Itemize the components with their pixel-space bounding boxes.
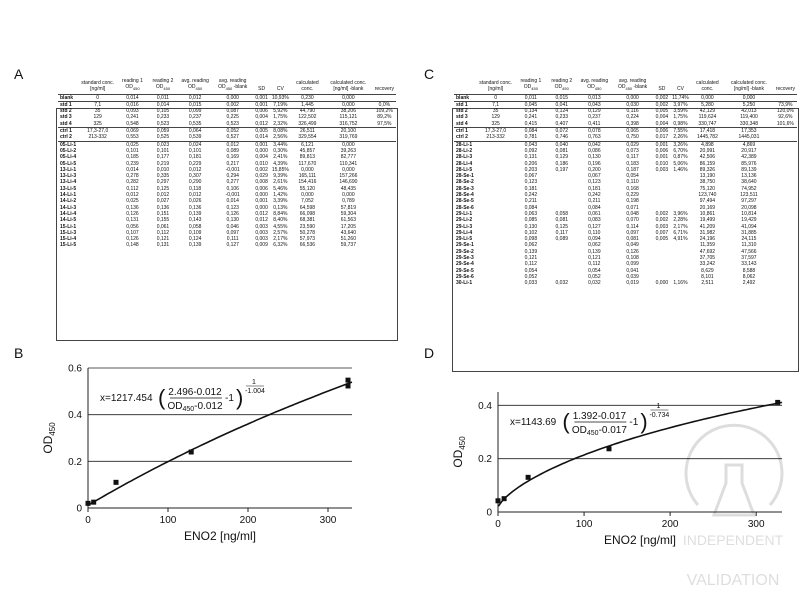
data-point: [346, 383, 351, 388]
y-tick-label: 0.2: [68, 456, 82, 468]
table-row: std 3 129 0,241 0,233 0,237 0,225 0,004 1,75% 122,502 115,121 89,2%: [60, 114, 392, 121]
table-row: std 4 325 0,415 0,407 0,411 0,398 0,004 0,98% 330,747 330,348 101,6%: [456, 120, 794, 127]
panel-label-d: D: [424, 345, 435, 361]
table-row: 13-Li-3 0,278 0,335 0,307 0,294 0,029 9,39% 165,111 157,266: [60, 173, 358, 180]
y-tick-label: 0.4: [478, 400, 492, 412]
table-row: 15-Li-5 0,148 0,131 0,139 0,127 0,009 6,32% 66,536 59,737: [60, 242, 356, 249]
equation-lhs: x=1217.454: [100, 393, 153, 404]
data-point: [502, 496, 507, 501]
table-row: std 2 35 0,134 0,124 0,129 0,116 0,005 3,59% 42,129 42,013 120,0%: [456, 108, 794, 115]
x-tick-label: 100: [159, 515, 177, 526]
column-header: reading 1 $OD_{450}$: [515, 78, 546, 94]
column-header: calculated conc.: [691, 78, 724, 94]
table-row: 28-Se-2 0,123 0,123 0,110 38,750 38,640: [456, 179, 757, 186]
y-tick-label: 0.4: [68, 410, 82, 422]
data-point: [607, 446, 612, 451]
equation-minus-one: -1: [225, 393, 234, 404]
table-a: [58, 78, 396, 249]
equation-denominator: $OD_{450}-0.017$: [571, 425, 627, 437]
table-c: [454, 78, 797, 287]
column-header: standard conc. [ng/ml]: [78, 78, 117, 94]
equation-denominator: $OD_{450}-0.012$: [167, 401, 223, 413]
table-row: 13-Li-5 0,112 0,125 0,118 0,106 0,006 5,46% 55,120 48,435: [60, 185, 356, 192]
table-row: blank 0 0,014 0,011 0,012 0,000 0,001 10,93% 0,230 0,000: [60, 94, 355, 101]
table-row: 29-Se-4 0,112 0,112 0,099 33,242 33,143: [456, 261, 757, 268]
data-point: [114, 480, 119, 485]
exponent-denominator: -1.004: [245, 388, 265, 395]
exponent-numerator: 1: [252, 379, 256, 386]
equation-minus-one: -1: [629, 417, 639, 428]
column-header: [454, 78, 476, 94]
table-row: 14-Li-4 0,126 0,151 0,139 0,126 0,012 8,84% 66,098 59,304: [60, 210, 356, 217]
table-row: 29-Se-2 0,139 0,139 0,126 47,692 47,566: [456, 248, 757, 255]
x-tick-label: 300: [747, 519, 765, 530]
table-row: std 1 7,1 0,016 0,014 0,015 0,002 0,001 7,19% 1,445 0,000 0,0%: [58, 101, 396, 108]
watermark-line2: VALIDATION: [686, 572, 780, 589]
table-row: 28-Li-1 0,043 0,040 0,042 0,029 0,001 3,26% 4,898 4,869: [454, 141, 797, 148]
table-row: 14-Li-5 0,131 0,155 0,143 0,130 0,012 8,40% 68,381 61,563: [60, 217, 356, 224]
equation-numerator: 2.496-0.012: [168, 387, 222, 398]
table-row: std 1 7,1 0,045 0,041 0,043 0,030 0,002 3,97% 5,280 5,250 73,9%: [454, 101, 797, 108]
table-row: 05-Li-5 0,239 0,219 0,229 0,217 0,010 4,39% 117,670 110,341: [60, 160, 358, 167]
x-tick-label: 300: [319, 515, 337, 526]
table-row: 28-Li-2 0,092 0,081 0,086 0,073 0,006 6,70% 20,991 20,917: [456, 147, 757, 154]
table-row: ctrl 1 17,3-27,0 0,069 0,059 0,064 0,052 0,005 8,08% 26,511 20,100: [58, 128, 396, 135]
equation-lhs: x=1143.69: [510, 417, 557, 428]
column-header: standard conc. [ng/ml]: [476, 78, 516, 94]
panel-label-b: B: [14, 345, 24, 361]
column-header: CV: [270, 78, 291, 94]
table-row: blank 0 0,011 0,015 0,013 0,000 0,002 11,74% 0,000 0,000: [456, 94, 756, 101]
table-row: 28-Se-1 0,067 0,067 0,054 13,190 13,136: [456, 173, 757, 180]
column-header: calculated conc. [ng/ml] -blank: [324, 78, 373, 94]
table-row: 15-Li-3 0,107 0,112 0,109 0,097 0,003 2,57% 50,278 43,640: [60, 229, 356, 236]
table-row: 28-Li-3 0,131 0,129 0,130 0,117 0,001 0,87% 42,506 42,389: [456, 154, 757, 161]
column-header: avg. reading $OD_{450}$: [178, 78, 212, 94]
data-point: [189, 450, 194, 455]
y-tick-label: 0.2: [478, 454, 492, 466]
column-header: avg. reading $OD_{450}$ -blank: [212, 78, 253, 94]
table-row: 05-Li-4 0,185 0,177 0,181 0,169 0,004 2,41% 89,813 82,777: [60, 154, 356, 161]
table-row: ctrl 2 213-332 0,553 0,525 0,539 0,527 0,014 2,56% 329,554 319,769: [60, 134, 358, 141]
chart-b: [0, 350, 400, 595]
column-header: calculated conc. [ng/ml] -blank: [724, 78, 774, 94]
table-row: 05-Li-1 0,025 0,023 0,024 0,012 0,001 3,44% 6,121 0,000: [58, 141, 396, 148]
table-row: 13-Li-1 0,014 0,010 0,012 -0,001 0,002 15,85% 0,000 0,000: [60, 166, 355, 173]
x-axis-label: ENO2 [ng/ml]: [603, 533, 677, 547]
watermark-line1: INDEPENDENT: [682, 532, 784, 548]
table-row: 05-Li-2 0,101 0,101 0,101 0,089 0,000 0,30% 45,857 39,263: [60, 147, 356, 154]
table-row: 28-Se-3 0,181 0,181 0,168 75,120 74,952: [456, 185, 757, 192]
equation-paren-close: ): [236, 385, 244, 410]
table-row: 14-Li-3 0,136 0,136 0,136 0,123 0,000 0,13% 64,598 57,819: [60, 204, 356, 211]
table-row: 14-Li-1 0,012 0,012 0,012 -0,001 0,000 1,42% 0,000 0,000: [60, 192, 355, 199]
panel-label-c: C: [424, 66, 435, 82]
table-row: 29-Se-3 0,121 0,121 0,108 37,705 37,597: [456, 255, 757, 262]
x-tick-label: 200: [661, 519, 679, 530]
table-row: 29-Se-1 0,062 0,062 0,049 11,359 11,310: [456, 242, 757, 249]
column-header: reading 2 $OD_{450}$: [546, 78, 577, 94]
table-row: 29-Li-3 0,130 0,125 0,127 0,114 0,003 2,17% 41,209 41,094: [456, 223, 757, 230]
equation-paren-open: (: [562, 409, 570, 434]
column-header: recovery: [774, 78, 797, 94]
table-row: 28-Se-4 0,242 0,242 0,229 123,740 123,511: [456, 192, 758, 199]
table-row: 28-Li-4 0,206 0,186 0,196 0,183 0,010 5,06% 86,159 85,976: [456, 160, 757, 167]
table-row: std 4 325 0,548 0,523 0,535 0,523 0,012 2,32% 326,499 316,752 97,5%: [60, 120, 392, 127]
column-header: CV: [670, 78, 691, 94]
column-header: SD: [253, 78, 270, 94]
table-row: 14-Li-2 0,025 0,027 0,026 0,014 0,001 3,39% 7,052 0,789: [60, 198, 355, 205]
column-header: recovery: [373, 78, 396, 94]
y-tick-label: 0: [486, 507, 492, 519]
table-row: 29-Li-1 0,063 0,058 0,061 0,048 0,002 3,96% 10,861 10,814: [456, 210, 757, 217]
column-header: calculated conc.: [291, 78, 324, 94]
data-point: [86, 501, 91, 506]
table-row: 29-Se-6 0,052 0,052 0,039 8,101 8,062: [456, 273, 756, 280]
data-point: [526, 475, 531, 480]
exponent-numerator: 1: [656, 403, 661, 410]
table-row: ctrl 1 17,3-27,0 0,084 0,072 0,078 0,065 0,006 7,55% 17,418 17,353: [454, 128, 797, 135]
exponent-denominator: -0.734: [649, 412, 670, 419]
y-tick-label: 0: [76, 503, 82, 515]
table-row: 28-Li-5 0,203 0,197 0,200 0,187 0,003 1,46% 89,326 89,139: [456, 166, 757, 173]
table-row: ctrl 2 213-332 0,781 0,746 0,763 0,750 0,017 2,26% 1445,782 1445,031: [456, 134, 760, 141]
x-axis-label: ENO2 [ng/ml]: [183, 529, 257, 543]
data-point: [91, 500, 96, 505]
table-row: 28-Se-5 0,211 0,211 0,198 97,494 97,297: [456, 198, 757, 205]
equation-paren-close: ): [640, 409, 648, 434]
column-header: reading 2 $OD_{450}$: [148, 78, 179, 94]
column-header: [58, 78, 78, 94]
equation-paren-open: (: [158, 385, 166, 410]
column-header: avg. reading $OD_{450}$ -blank: [612, 78, 654, 94]
table-row: 29-Se-5 0,054 0,054 0,041 8,629 8,588: [456, 267, 756, 274]
table-row: 28-Se-6 0,084 0,084 0,071 20,169 20,098: [456, 204, 757, 211]
table-row: std 2 35 0,093 0,105 0,099 0,087 0,006 5,92% 44,790 38,206 109,2%: [60, 108, 393, 115]
y-axis-label: $OD_{450}$: [451, 436, 467, 468]
table-row: 29-Li-2 0,085 0,081 0,083 0,070 0,002 2,28% 19,499 19,429: [456, 217, 757, 224]
table-row: 29-Li-4 0,102 0,117 0,110 0,097 0,007 6,71% 31,982 31,885: [456, 229, 757, 236]
flask-icon: [714, 465, 754, 515]
table-row: 29-Li-5 0,098 0,089 0,094 0,081 0,005 4,91% 24,196 24,115: [456, 236, 757, 243]
x-tick-label: 100: [575, 519, 593, 530]
x-tick-label: 0: [85, 515, 91, 526]
column-header: avg. reading $OD_{450}$: [577, 78, 611, 94]
table-row: 13-Li-4 0,282 0,297 0,290 0,277 0,008 2,61% 154,416 146,690: [60, 179, 358, 186]
panel-label-a: A: [14, 66, 24, 82]
column-header: reading 1 $OD_{450}$: [117, 78, 148, 94]
table-row: std 3 129 0,241 0,233 0,237 0,224 0,004 1,75% 119,624 119,400 92,6%: [456, 114, 793, 121]
x-tick-label: 0: [495, 519, 501, 530]
column-header: SD: [654, 78, 671, 94]
y-axis-label: $OD_{450}$: [41, 422, 57, 454]
y-tick-label: 0.6: [68, 363, 82, 375]
data-point: [346, 378, 351, 383]
data-point: [496, 498, 501, 503]
equation-numerator: 1.392-0.017: [572, 411, 627, 422]
validation-watermark: [678, 405, 788, 595]
table-row: 15-Li-1 0,056 0,061 0,058 0,046 0,003 4,55% 23,590 17,205: [60, 223, 356, 230]
table-row: 15-Li-4 0,126 0,121 0,124 0,111 0,003 2,17% 57,973 51,260: [60, 236, 356, 243]
table-row: 30-Li-1 0,033 0,032 0,032 0,019 0,000 1,16% 2,511 2,492: [456, 280, 756, 287]
x-tick-label: 200: [239, 515, 257, 526]
